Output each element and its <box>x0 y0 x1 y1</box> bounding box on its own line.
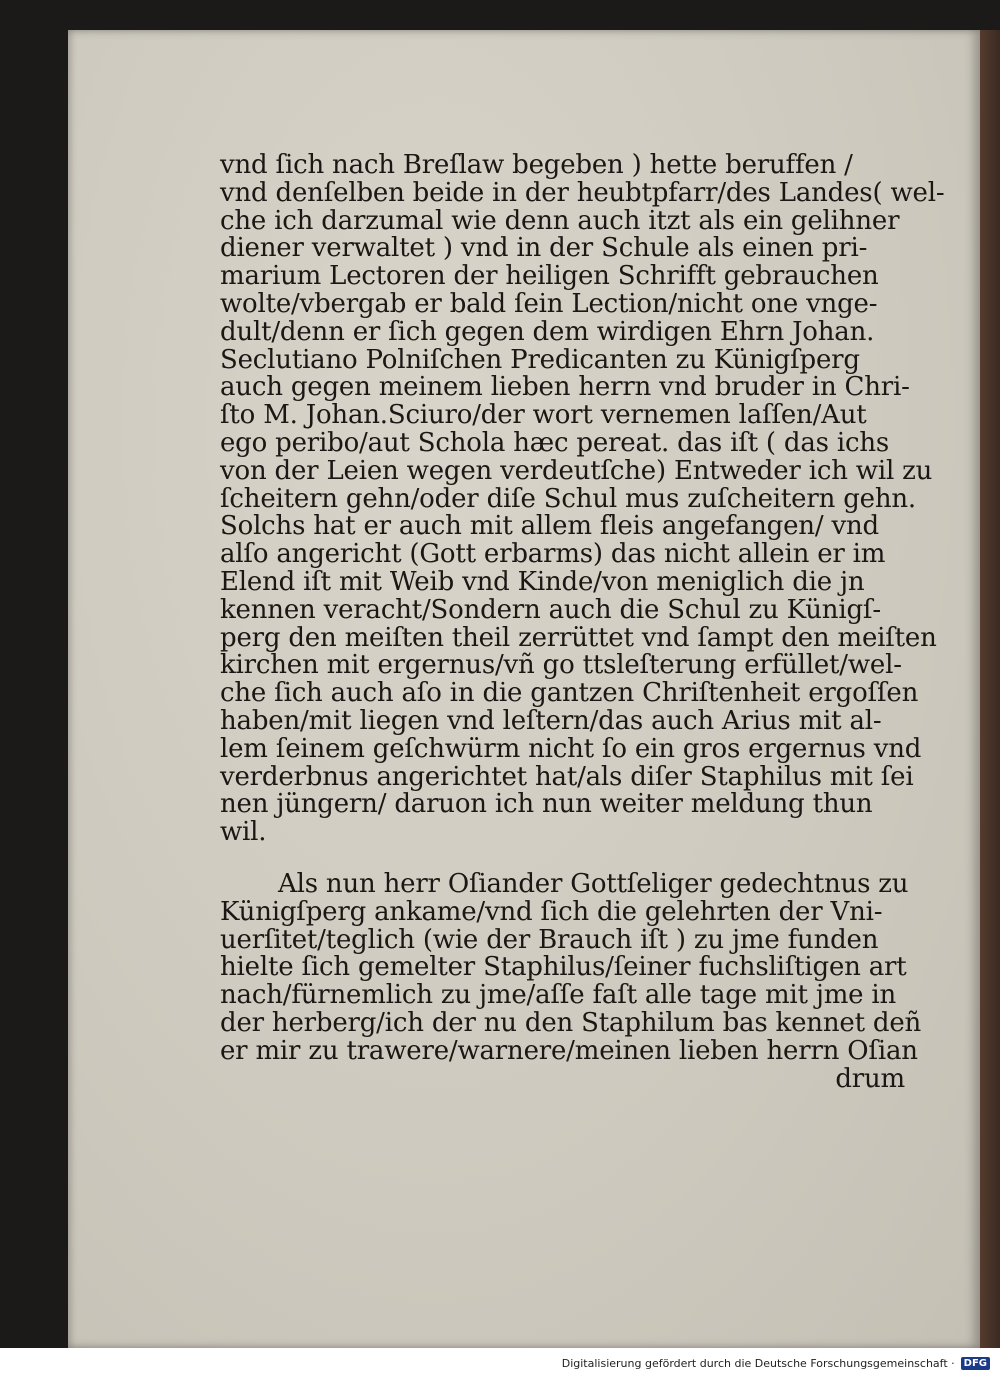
text-line: nach/fürnemlich zu jme/aſſe faſt alle tage mit jme in <box>220 980 897 1011</box>
text-line: wolte/vbergab er bald ſein Lection/nicht one vnge- <box>220 288 878 319</box>
text-line: perg den meiſten theil zerrüttet vnd ſampt den meiſten <box>220 622 937 653</box>
dfg-logo-icon: DFG <box>961 1357 990 1370</box>
text-line: diener verwaltet ) vnd in der Schule als einen pri- <box>220 233 868 264</box>
text-line: wil. <box>220 817 267 848</box>
catchword: drum <box>835 1063 905 1094</box>
text-line: nen jüngern/ daruon ich nun weiter meldung thun <box>220 789 873 820</box>
text-line: ego peribo/aut Schola hæc pereat. das iſt ( das ichs <box>220 427 890 458</box>
paragraph-1 <box>220 150 945 848</box>
text-line: von der Leien wegen verdeutſche) Entweder ich wil zu <box>220 455 933 486</box>
text-line: Solchs hat er auch mit allem fleis angefangen/ vnd <box>220 511 879 542</box>
text-line: lem ſeinem geſchwürm nicht ſo ein gros ergernus vnd <box>220 733 922 764</box>
text-line: ſcheitern gehn/oder diſe Schul mus zuſcheitern gehn. <box>220 483 916 514</box>
page-text-block <box>220 150 945 1094</box>
text-line: dult/denn er ſich gegen dem wirdigen Ehrn Johan. <box>220 316 875 347</box>
text-line: der herberg/ich der nu den Staphilum bas kennet deñ <box>220 1007 922 1038</box>
text-line: kirchen mit ergernus/vñ go ttsleſterung erfüllet/wel- <box>220 650 902 681</box>
text-line: ſto M. Johan.Sciuro/der wort vernemen laſſen/Aut <box>220 400 867 431</box>
text-line: Seclutiano Polniſchen Predicanten zu Künigſperg <box>220 344 860 375</box>
text-line: vnd ſich nach Breſlaw begeben ) hette beruffen / <box>220 150 853 180</box>
text-line: Als nun herr Oſiander Gottſeliger gedechtnus zu <box>278 868 909 899</box>
paragraph-2 <box>220 868 922 1066</box>
footer-credit-text: Digitalisierung gefördert durch die Deutsche Forschungsgemeinschaft · <box>561 1356 955 1370</box>
text-line: vnd denſelben beide in der heubtpfarr/des Landes( wel- <box>220 177 945 208</box>
paragraph-gap <box>220 847 910 871</box>
text-line: haben/mit liegen vnd leſtern/das auch Arius mit al- <box>220 705 882 736</box>
footer-bar <box>0 1348 1000 1378</box>
text-line: verderbnus angerichtet hat/als diſer Staphilus mit ſei <box>220 761 914 792</box>
text-line: Elend iſt mit Weib vnd Kinde/von meniglich die jn <box>220 566 865 597</box>
text-line: marium Lectoren der heiligen Schrifft gebrauchen <box>220 261 879 292</box>
text-line: hielte ſich gemelter Staphilus/ſeiner fuchsliſtigen art <box>220 952 907 983</box>
text-line: uerſitet/teglich (wie der Brauch iſt ) zu jme funden <box>220 924 879 955</box>
text-line: che ich darzumal wie denn auch itzt als ein gelihner <box>220 205 900 236</box>
text-line: Künigſperg ankame/vnd ſich die gelehrten der Vni- <box>220 896 883 927</box>
text-line: alſo angericht (Gott erbarms) das nicht allein er im <box>220 539 886 570</box>
text-line: er mir zu trawere/warnere/meinen lieben herrn Oſian <box>220 1035 918 1066</box>
text-line: kennen veracht/Sondern auch die Schul zu Künigſ- <box>220 594 881 625</box>
text-line: che ſich auch aſo in die gantzen Chriſtenheit ergoſſen <box>220 678 919 709</box>
text-line: auch gegen meinem lieben herrn vnd bruder in Chri- <box>220 372 910 403</box>
